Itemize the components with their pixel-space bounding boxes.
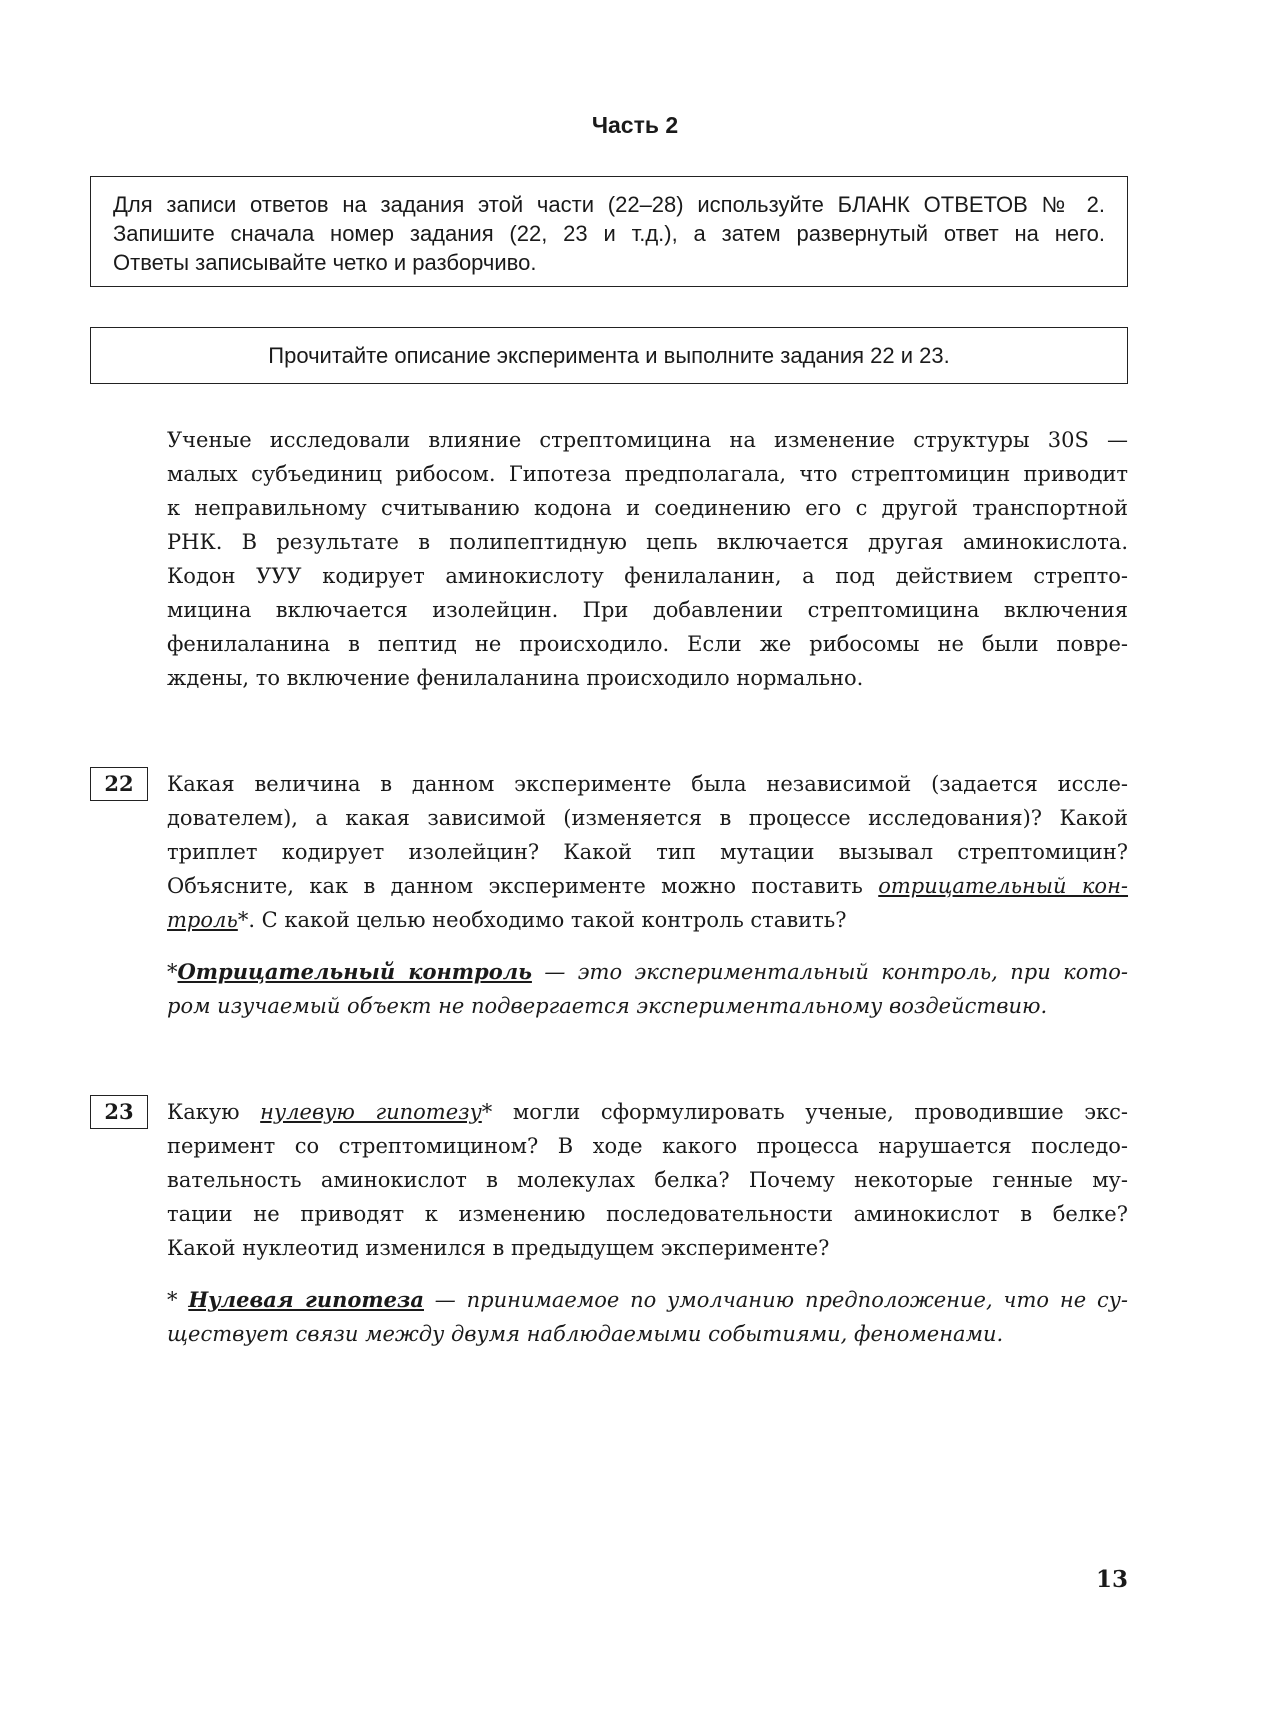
experiment-line: РНК. В результате в полипептидную цепь включается другая аминокислота.: [167, 530, 1128, 554]
footnote-star: *: [167, 960, 178, 984]
task-22-question: [167, 767, 1128, 937]
experiment-line: фенилаланина в пептид не происходило. Если же рибосомы не были повре-: [167, 632, 1128, 656]
task-22-line-text: *. С какой целью необходимо такой контроль ставить?: [237, 908, 847, 932]
experiment-line: Ученые исследовали влияние стрептомицина на изменение структуры 30S —: [167, 428, 1128, 452]
task-22-line: дователем), а какая зависимой (изменяется в процессе исследования)? Какой: [167, 806, 1128, 830]
task-22-line: [167, 903, 1128, 937]
experiment-description: [167, 423, 1128, 695]
task-22-line: триплет кодирует изолейцин? Какой тип мутации вызывал стрептомицин?: [167, 840, 1128, 864]
footnote-term: Отрицательный контроль: [177, 959, 532, 984]
footnote-line: ществует связи между двумя наблюдаемыми событиями, феноменами.: [167, 1322, 1004, 1346]
instructions-line: Ответы записывайте четко и разборчиво.: [113, 250, 537, 275]
task-23-line: [167, 1095, 1128, 1129]
footnote-line: [167, 955, 1128, 989]
task-23-footnote: [167, 1283, 1128, 1351]
footnote-term: Нулевая гипотеза: [188, 1287, 424, 1312]
task-22-line: [167, 869, 1128, 903]
experiment-line: малых субъединиц рибосом. Гипотеза предполагала, что стрептомицин приводит: [167, 462, 1128, 486]
task-23-line: вательность аминокислот в молекулах белка? Почему некоторые генные му-: [167, 1168, 1128, 1192]
experiment-line: ждены, то включение фенилаланина происходило нормально.: [167, 666, 864, 690]
task-23-line: перимент со стрептомицином? В ходе какого процесса нарушается последо-: [167, 1134, 1128, 1158]
instructions-box: [90, 176, 1128, 287]
footnote-line: ром изучаемый объект не подвергается экспериментальному воздействию.: [167, 994, 1048, 1018]
task-23-line-text: * могли сформулировать ученые, проводившие экс-: [481, 1100, 1128, 1124]
null-hypothesis-term: нулевую гипотезу: [260, 1100, 482, 1124]
footnote-star: *: [167, 1288, 189, 1312]
part-title: Часть 2: [591, 112, 679, 138]
experiment-line: мицина включается изолейцин. При добавлении стрептомицина включения: [167, 598, 1128, 622]
read-instruction-box: Прочитайте описание эксперимента и выполните задания 22 и 23.: [90, 327, 1128, 384]
instructions-line: Запишите сначала номер задания (22, 23 и т.д.), а затем развернутый ответ на него.: [113, 221, 1105, 246]
experiment-line: к неправильному считыванию кодона и соединению его с другой транспортной: [167, 496, 1128, 520]
task-23-question: [167, 1095, 1128, 1265]
task-22-footnote: [167, 955, 1128, 1023]
task-22-number: 22: [90, 767, 148, 801]
footnote-line: [167, 1283, 1128, 1317]
task-22-line-text: Объясните, как в данном эксперименте можно поставить: [167, 874, 879, 898]
task-23-number: 23: [90, 1095, 148, 1129]
experiment-line: Кодон УУУ кодирует аминокислоту фенилаланин, а под действием стрепто-: [167, 564, 1128, 588]
negative-control-term: отрицательный кон-: [878, 874, 1129, 898]
negative-control-term-end: троль: [167, 908, 238, 932]
instructions-line: Для записи ответов на задания этой части (22–28) используйте БЛАНК ОТВЕТОВ № 2.: [113, 192, 1105, 217]
task-23-line: Какой нуклеотид изменился в предыдущем эксперименте?: [167, 1236, 830, 1260]
footnote-text: — это экспериментальный контроль, при кото-: [531, 960, 1128, 984]
footnote-text: — принимаемое по умолчанию предположение, что не су-: [423, 1288, 1128, 1312]
task-23-line: тации не приводят к изменению последовательности аминокислот в белке?: [167, 1202, 1128, 1226]
page-number: 13: [1095, 1566, 1128, 1593]
task-23-line-text: Какую: [167, 1100, 261, 1124]
task-22-line: Какая величина в данном эксперименте была независимой (задается иссле-: [167, 772, 1128, 796]
